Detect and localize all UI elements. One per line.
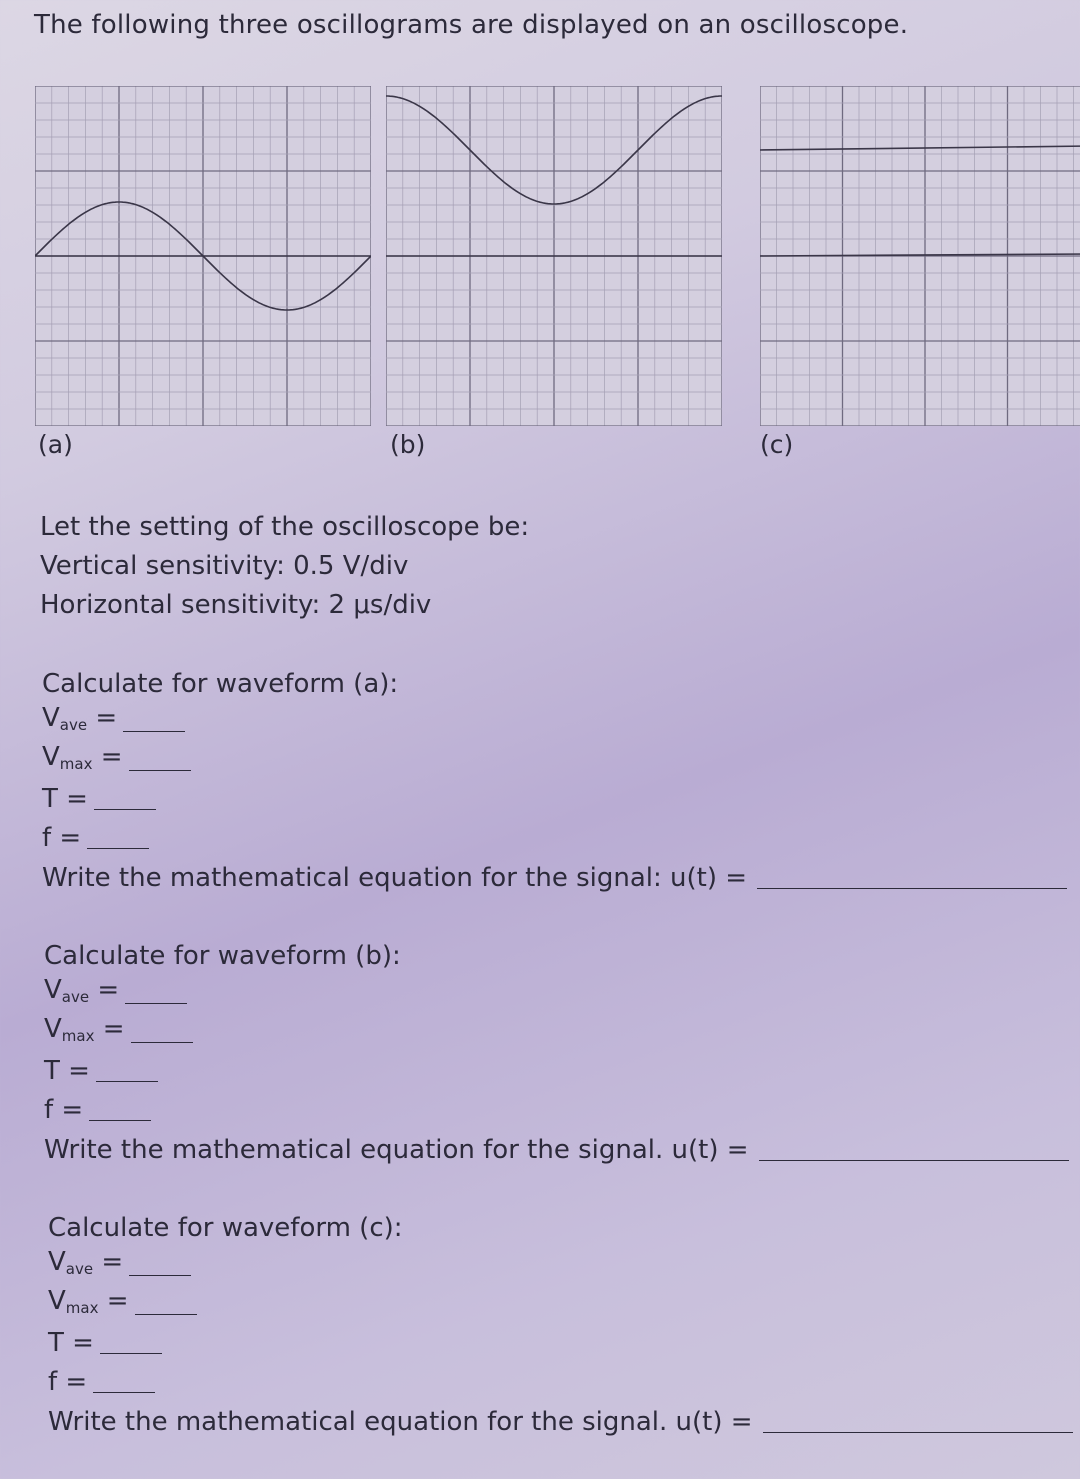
period-line — [48, 1324, 1073, 1363]
vave-answer-blank[interactable] — [123, 730, 185, 732]
equation-answer-blank[interactable] — [757, 887, 1067, 889]
frequency-line — [42, 819, 1067, 858]
vmax-line — [42, 741, 1067, 780]
equation-label: Write the mathematical equation for the signal. u(t) = — [44, 1135, 749, 1165]
equation-line — [48, 1402, 1073, 1442]
period-label: T = — [48, 1328, 94, 1358]
vave-label: $V_{ave}$ = — [44, 975, 120, 1006]
period-label: T = — [44, 1056, 90, 1086]
waveform-b-title: Calculate for waveform (b): — [44, 941, 401, 971]
frequency-answer-blank[interactable] — [87, 847, 149, 849]
period-answer-blank[interactable] — [96, 1080, 158, 1082]
vmax-answer-blank[interactable] — [131, 1041, 193, 1043]
frequency-line — [44, 1091, 1069, 1130]
vmax-label: $V_{max}$ = — [48, 1286, 129, 1317]
worksheet-heading: The following three oscillograms are displayed on an oscilloscope. — [34, 10, 909, 40]
vave-line — [44, 974, 1069, 1013]
period-line — [44, 1052, 1069, 1091]
vave-label: $V_{ave}$ = — [48, 1247, 124, 1278]
equation-answer-blank[interactable] — [759, 1159, 1069, 1161]
settings-intro: Let the setting of the oscilloscope be: — [40, 512, 530, 542]
vertical-sensitivity: Vertical sensitivity: 0.5 V/div — [40, 551, 409, 581]
vmax-line — [44, 1013, 1069, 1052]
equation-label: Write the mathematical equation for the signal: u(t) = — [42, 863, 748, 893]
vave-label: $V_{ave}$ = — [42, 703, 118, 734]
equation-line — [44, 1130, 1069, 1170]
frequency-label: f = — [42, 823, 82, 853]
frequency-line — [48, 1363, 1073, 1402]
oscillogram-c-grid — [760, 86, 1080, 426]
waveform-c-questions — [48, 1210, 1073, 1442]
oscillogram-a — [35, 86, 371, 426]
equation-line — [42, 858, 1067, 898]
vmax-answer-blank[interactable] — [135, 1313, 197, 1315]
frequency-answer-blank[interactable] — [89, 1119, 151, 1121]
dc-trace-line — [760, 146, 1080, 150]
frequency-label: f = — [48, 1367, 88, 1397]
equation-label: Write the mathematical equation for the signal. u(t) = — [48, 1407, 753, 1437]
period-line — [42, 780, 1067, 819]
oscillogram-a-label: (a) — [38, 430, 73, 459]
oscilloscope-settings — [40, 508, 529, 625]
frequency-label: f = — [44, 1095, 84, 1125]
vave-line — [42, 702, 1067, 741]
period-answer-blank[interactable] — [100, 1352, 162, 1354]
oscillogram-a-grid — [35, 86, 371, 426]
oscillogram-b-grid — [386, 86, 722, 426]
equation-answer-blank[interactable] — [763, 1431, 1073, 1433]
waveform-a-questions — [42, 666, 1067, 898]
waveform-b-questions — [44, 938, 1069, 1170]
vave-line — [48, 1246, 1073, 1285]
frequency-answer-blank[interactable] — [93, 1391, 155, 1393]
oscillogram-b-label: (b) — [390, 430, 426, 459]
waveform-c-title: Calculate for waveform (c): — [48, 1213, 403, 1243]
vave-answer-blank[interactable] — [129, 1274, 191, 1276]
oscillogram-c-label: (c) — [760, 430, 794, 459]
oscillogram-c — [760, 86, 1080, 426]
horizontal-sensitivity: Horizontal sensitivity: 2 μs/div — [40, 590, 432, 620]
waveform-a-title: Calculate for waveform (a): — [42, 669, 399, 699]
oscillogram-b — [386, 86, 722, 426]
vmax-label: $V_{max}$ = — [42, 742, 123, 773]
vmax-answer-blank[interactable] — [129, 769, 191, 771]
vmax-line — [48, 1285, 1073, 1324]
vmax-label: $V_{max}$ = — [44, 1014, 125, 1045]
period-label: T = — [42, 784, 88, 814]
period-answer-blank[interactable] — [94, 808, 156, 810]
vave-answer-blank[interactable] — [125, 1002, 187, 1004]
